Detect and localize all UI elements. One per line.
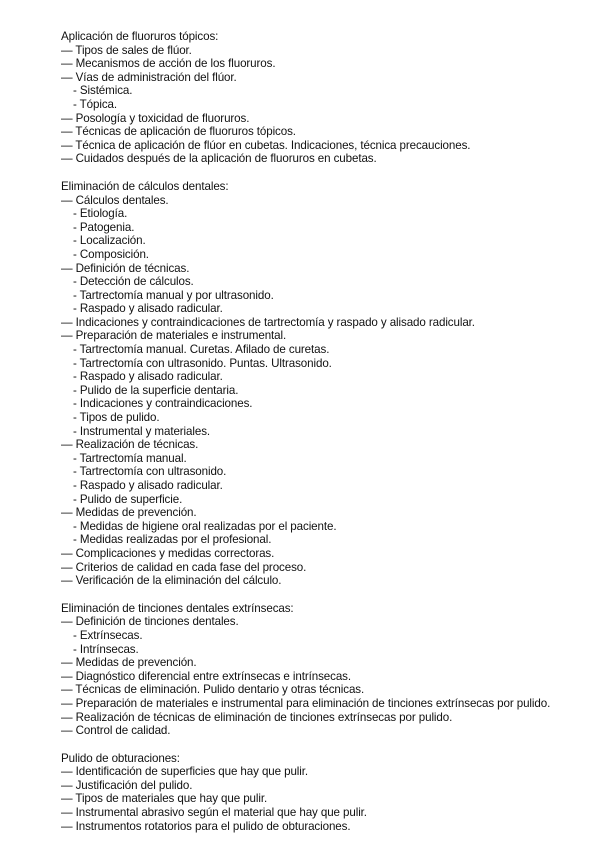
list-item: — Vías de administración del flúor.: [61, 70, 237, 84]
sub-list-item: - Sistémica.: [73, 84, 133, 98]
list-item: — Identificación de superficies que hay que pulir.: [61, 765, 308, 779]
list-item: — Criterios de calidad en cada fase del proceso.: [61, 560, 307, 574]
list-item: — Medidas de prevención.: [61, 656, 197, 670]
list-item: — Cálculos dentales.: [61, 193, 169, 207]
sub-list-item: - Tartrectomía manual y por ultrasonido.: [73, 288, 274, 302]
sub-list-item: - Detección de cálculos.: [73, 275, 194, 289]
list-item: — Justificación del pulido.: [61, 778, 193, 792]
list-item: — Verificación de la eliminación del cálculo.: [61, 574, 282, 588]
section: [61, 752, 591, 834]
list-item: — Control de calidad.: [61, 724, 171, 738]
list-item: — Técnicas de eliminación. Pulido dentario y otras técnicas.: [61, 683, 365, 697]
list-item: — Cuidados después de la aplicación de fluoruros en cubetas.: [61, 152, 377, 166]
list-item: — Técnica de aplicación de flúor en cubetas. Indicaciones, técnica precauciones.: [61, 138, 471, 152]
list-item: — Realización de técnicas.: [61, 438, 199, 452]
list-item: — Indicaciones y contraindicaciones de tartrectomía y raspado y alisado radicular.: [61, 315, 475, 329]
list-item: — Medidas de prevención.: [61, 506, 197, 520]
list-item: — Mecanismos de acción de los fluoruros.: [61, 57, 276, 71]
sub-list-item: - Intrínsecas.: [73, 642, 139, 656]
list-item: — Técnicas de aplicación de fluoruros tópicos.: [61, 125, 296, 139]
sub-list-item: - Localización.: [73, 234, 146, 248]
document-body: [61, 30, 591, 847]
sub-list-item: - Tartrectomía con ultrasonido.: [73, 465, 227, 479]
list-item: — Definición de técnicas.: [61, 261, 190, 275]
sub-list-item: - Extrínsecas.: [73, 628, 143, 642]
section: [61, 180, 591, 588]
list-item: — Definición de tinciones dentales.: [61, 615, 239, 629]
list-item: — Tipos de sales de flúor.: [61, 43, 192, 57]
list-item: — Complicaciones y medidas correctoras.: [61, 546, 275, 560]
sub-list-item: - Pulido de la superficie dentaria.: [73, 383, 239, 397]
sub-list-item: - Tipos de pulido.: [73, 411, 160, 425]
sub-list-item: - Etiología.: [73, 207, 128, 221]
section: [61, 602, 591, 738]
list-item: — Realización de técnicas de eliminación de tinciones extrínsecas por pulido.: [61, 710, 453, 724]
sub-list-item: - Medidas de higiene oral realizadas por el paciente.: [73, 519, 337, 533]
section-heading: Pulido de obturaciones:: [61, 751, 180, 765]
sub-list-item: - Medidas realizadas por el profesional.: [73, 533, 272, 547]
list-item: — Tipos de materiales que hay que pulir.: [61, 792, 268, 806]
sub-list-item: - Pulido de superficie.: [73, 492, 183, 506]
sub-list-item: - Raspado y alisado radicular.: [73, 302, 223, 316]
list-item: — Posología y toxicidad de fluoruros.: [61, 111, 250, 125]
sub-list-item: - Tartrectomía manual.: [73, 451, 187, 465]
sub-list-item: - Composición.: [73, 247, 149, 261]
section: [61, 30, 591, 166]
sub-list-item: - Patogenia.: [73, 220, 135, 234]
list-item: — Preparación de materiales e instrumental.: [61, 329, 287, 343]
section-heading: Eliminación de tinciones dentales extrínsecas:: [61, 601, 294, 615]
sub-list-item: - Tópica.: [73, 97, 117, 111]
sub-list-item: - Tartrectomía con ultrasonido. Puntas. Ultrasonido.: [73, 356, 332, 370]
list-item: — Instrumental abrasivo según el material que hay que pulir.: [61, 806, 367, 820]
sub-list-item: - Tartrectomía manual. Curetas. Afilado de curetas.: [73, 343, 330, 357]
sub-list-item: - Raspado y alisado radicular.: [73, 370, 223, 384]
section-heading: Eliminación de cálculos dentales:: [61, 179, 229, 193]
list-item: — Diagnóstico diferencial entre extrínsecas e intrínsecas.: [61, 669, 351, 683]
list-item: — Preparación de materiales e instrumental para eliminación de tinciones extrínsecas por pulido.: [61, 696, 551, 710]
sub-list-item: - Indicaciones y contraindicaciones.: [73, 397, 253, 411]
section-heading: Aplicación de fluoruros tópicos:: [61, 30, 219, 43]
list-item: — Instrumentos rotatorios para el pulido de obturaciones.: [61, 819, 351, 833]
sub-list-item: - Raspado y alisado radicular.: [73, 479, 223, 492]
sub-list-item: - Instrumental y materiales.: [73, 424, 211, 438]
